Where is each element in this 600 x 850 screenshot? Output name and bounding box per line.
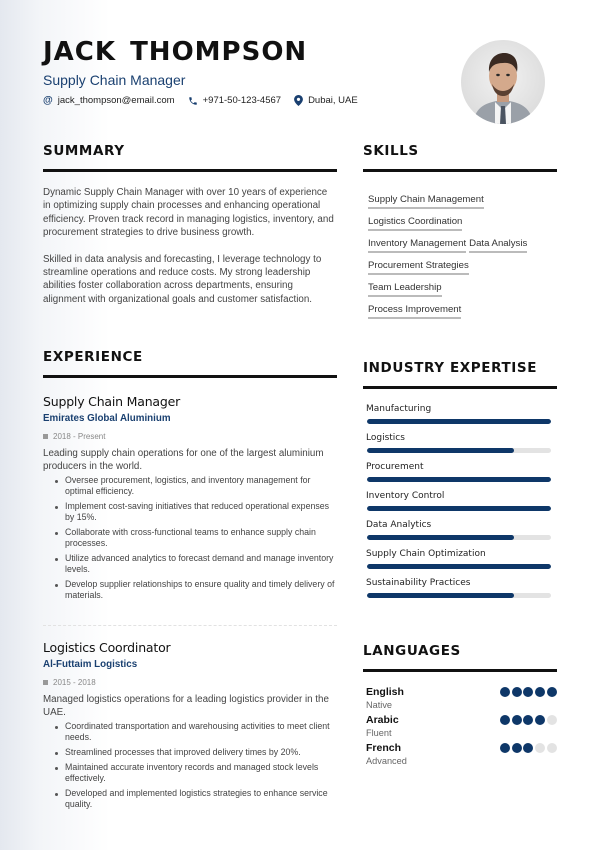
phone-icon: [188, 96, 198, 106]
expertise-bar-track: [367, 535, 551, 540]
job-company: Emirates Global Aluminium: [43, 413, 171, 424]
languages-list: [363, 686, 557, 766]
expertise-bar-fill: [367, 477, 551, 482]
expertise-item: [363, 433, 557, 453]
expertise-bar-track: [367, 593, 551, 598]
skill-tag: Supply Chain Management: [368, 193, 484, 209]
rating-dot-filled: [500, 687, 510, 697]
job-bullet: Develop supplier relationships to ensure quality and timely delivery of materials.: [43, 579, 337, 601]
expertise-item: [363, 520, 557, 540]
language-rating: [498, 687, 557, 710]
expertise-list: [363, 404, 557, 598]
job-dates-text: 2018 - Present: [53, 432, 106, 441]
candidate-name: JACK THOMPSON: [43, 37, 308, 67]
job-entry: [43, 394, 337, 601]
expertise-bar-track: [367, 564, 551, 569]
language-item: [363, 714, 557, 738]
skill-tag: Procurement Strategies: [368, 259, 469, 275]
language-name: English: [366, 686, 404, 698]
expertise-label: Inventory Control: [366, 491, 445, 501]
experience-section: [43, 349, 337, 813]
expertise-bar-track: [367, 477, 551, 482]
skill-tag: Logistics Coordination: [368, 215, 462, 231]
expertise-label: Logistics: [366, 433, 405, 443]
language-item: [363, 742, 557, 766]
expertise-label: Sustainability Practices: [366, 578, 471, 588]
rating-dot-empty: [535, 743, 545, 753]
experience-divider: [43, 375, 337, 378]
expertise-item: [363, 462, 557, 482]
rating-dot-filled: [500, 715, 510, 725]
expertise-label: Procurement: [366, 462, 424, 472]
calendar-icon: [43, 680, 48, 685]
job-bullets: [43, 721, 337, 810]
language-info: [363, 686, 404, 710]
contact-email[interactable]: [43, 95, 175, 106]
email-text: jack_thompson@email.com: [57, 95, 175, 106]
rating-dot-filled: [523, 715, 533, 725]
language-item: [363, 686, 557, 710]
expertise-bar-track: [367, 506, 551, 511]
skills-list: [363, 187, 557, 319]
job-description: Managed logistics operations for a leading logistics provider in the UAE.: [43, 694, 329, 719]
job-dates-text: 2015 - 2018: [53, 678, 96, 688]
language-info: [363, 714, 399, 738]
candidate-role: Supply Chain Manager: [43, 72, 186, 88]
job-title: Logistics Coordinator: [43, 640, 171, 656]
industry-expertise-heading: INDUSTRY EXPERTISE: [363, 360, 538, 376]
job-company: Al-Futtaim Logistics: [43, 659, 138, 671]
rating-dot-filled: [512, 687, 522, 697]
expertise-item: [363, 578, 557, 598]
expertise-label: Supply Chain Optimization: [366, 549, 486, 559]
skill-tag: Inventory Management: [368, 237, 466, 253]
job-bullet: Developed and implemented logistics strategies to enhance service quality.: [43, 788, 337, 810]
expertise-bar-fill: [367, 419, 551, 424]
skills-heading: SKILLS: [363, 143, 419, 159]
job-bullet: Maintained accurate inventory records and managed stock levels effectively.: [43, 762, 337, 784]
rating-dot-filled: [523, 687, 533, 697]
rating-dot-filled: [500, 743, 510, 753]
rating-dot-filled: [523, 743, 533, 753]
language-info: [363, 742, 407, 766]
job-bullet: Utilize advanced analytics to forecast demand and manage inventory levels.: [43, 553, 337, 575]
profile-photo: [461, 40, 545, 124]
phone-text: +971-50-123-4567: [202, 95, 282, 106]
languages-section: [363, 643, 557, 770]
expertise-label: Manufacturing: [366, 404, 432, 414]
expertise-item: [363, 404, 557, 424]
job-dates: [43, 432, 337, 441]
language-name: Arabic: [366, 714, 399, 726]
at-icon: @: [43, 95, 53, 106]
summary-section: [43, 143, 337, 306]
language-level: Native: [366, 700, 393, 710]
map-pin-icon: [294, 95, 303, 106]
skill-tag: Data Analysis: [469, 237, 527, 253]
expertise-bar-track: [367, 448, 551, 453]
language-rating: [498, 743, 557, 766]
job-bullet: Implement cost-saving initiatives that reduced operational expenses by 15%.: [43, 501, 337, 523]
contact-phone[interactable]: [188, 95, 281, 106]
industry-expertise-divider: [363, 386, 557, 389]
job-title: Supply Chain Manager: [43, 394, 181, 409]
job-bullet: Streamlined processes that improved delivery times by 20%.: [43, 747, 337, 758]
job-separator: [43, 625, 337, 626]
rating-dot-empty: [547, 715, 557, 725]
skills-section: [363, 143, 557, 319]
rating-dot-filled: [512, 715, 522, 725]
expertise-bar-fill: [367, 564, 551, 569]
expertise-bar-fill: [367, 448, 514, 453]
expertise-bar-track: [367, 419, 551, 424]
resume-header: [43, 36, 453, 106]
rating-dot-empty: [547, 743, 557, 753]
job-bullet: Coordinated transportation and warehousing activities to meet client needs.: [43, 721, 337, 743]
job-bullets: [43, 475, 337, 601]
summary-paragraph: Dynamic Supply Chain Manager with over 10 years of experience in optimizing supply chain processes and enhancing operational efficiency. Proven track record in managing logistics, inventory, and procurement strategies to drive business growth.: [43, 187, 334, 239]
expertise-label: Data Analytics: [366, 520, 432, 530]
language-level: Advanced: [366, 756, 407, 766]
location-text: Dubai, UAE: [308, 95, 358, 106]
rating-dot-filled: [535, 687, 545, 697]
job-dates: [43, 678, 337, 687]
rating-dot-filled: [535, 715, 545, 725]
expertise-item: [363, 491, 557, 511]
expertise-bar-fill: [367, 535, 514, 540]
contact-location: [294, 95, 358, 106]
skill-tag: Team Leadership: [368, 281, 442, 297]
summary-divider: [43, 169, 337, 172]
rating-dot-filled: [547, 687, 557, 697]
person-portrait-icon: [461, 40, 545, 124]
skill-tag: Process Improvement: [368, 303, 461, 319]
expertise-bar-fill: [367, 506, 551, 511]
summary-paragraph: Skilled in data analysis and forecasting, I leverage technology to streamline operations and reduce costs. My strong leadership abilities foster collaboration across departments, ensuring alignment with organizational goals and customer satisfaction.: [43, 253, 322, 305]
job-description: Leading supply chain operations for one of the largest aluminium producers in the world.: [43, 448, 324, 472]
languages-divider: [363, 669, 557, 672]
languages-heading: LANGUAGES: [363, 643, 461, 659]
contact-info: [43, 95, 453, 106]
rating-dot-filled: [512, 743, 522, 753]
language-rating: [498, 715, 557, 738]
job-bullet: Collaborate with cross-functional teams to enhance supply chain processes.: [43, 527, 337, 549]
language-level: Fluent: [366, 728, 392, 738]
experience-heading: EXPERIENCE: [43, 349, 143, 365]
industry-expertise-section: [363, 360, 557, 607]
expertise-item: [363, 549, 557, 569]
skills-divider: [363, 169, 557, 172]
language-name: French: [366, 742, 402, 754]
calendar-icon: [43, 434, 48, 439]
job-entry: [43, 640, 337, 810]
summary-heading: SUMMARY: [43, 143, 125, 159]
expertise-bar-fill: [367, 593, 514, 598]
job-bullet: Oversee procurement, logistics, and inventory management for optimal efficiency.: [43, 475, 337, 497]
